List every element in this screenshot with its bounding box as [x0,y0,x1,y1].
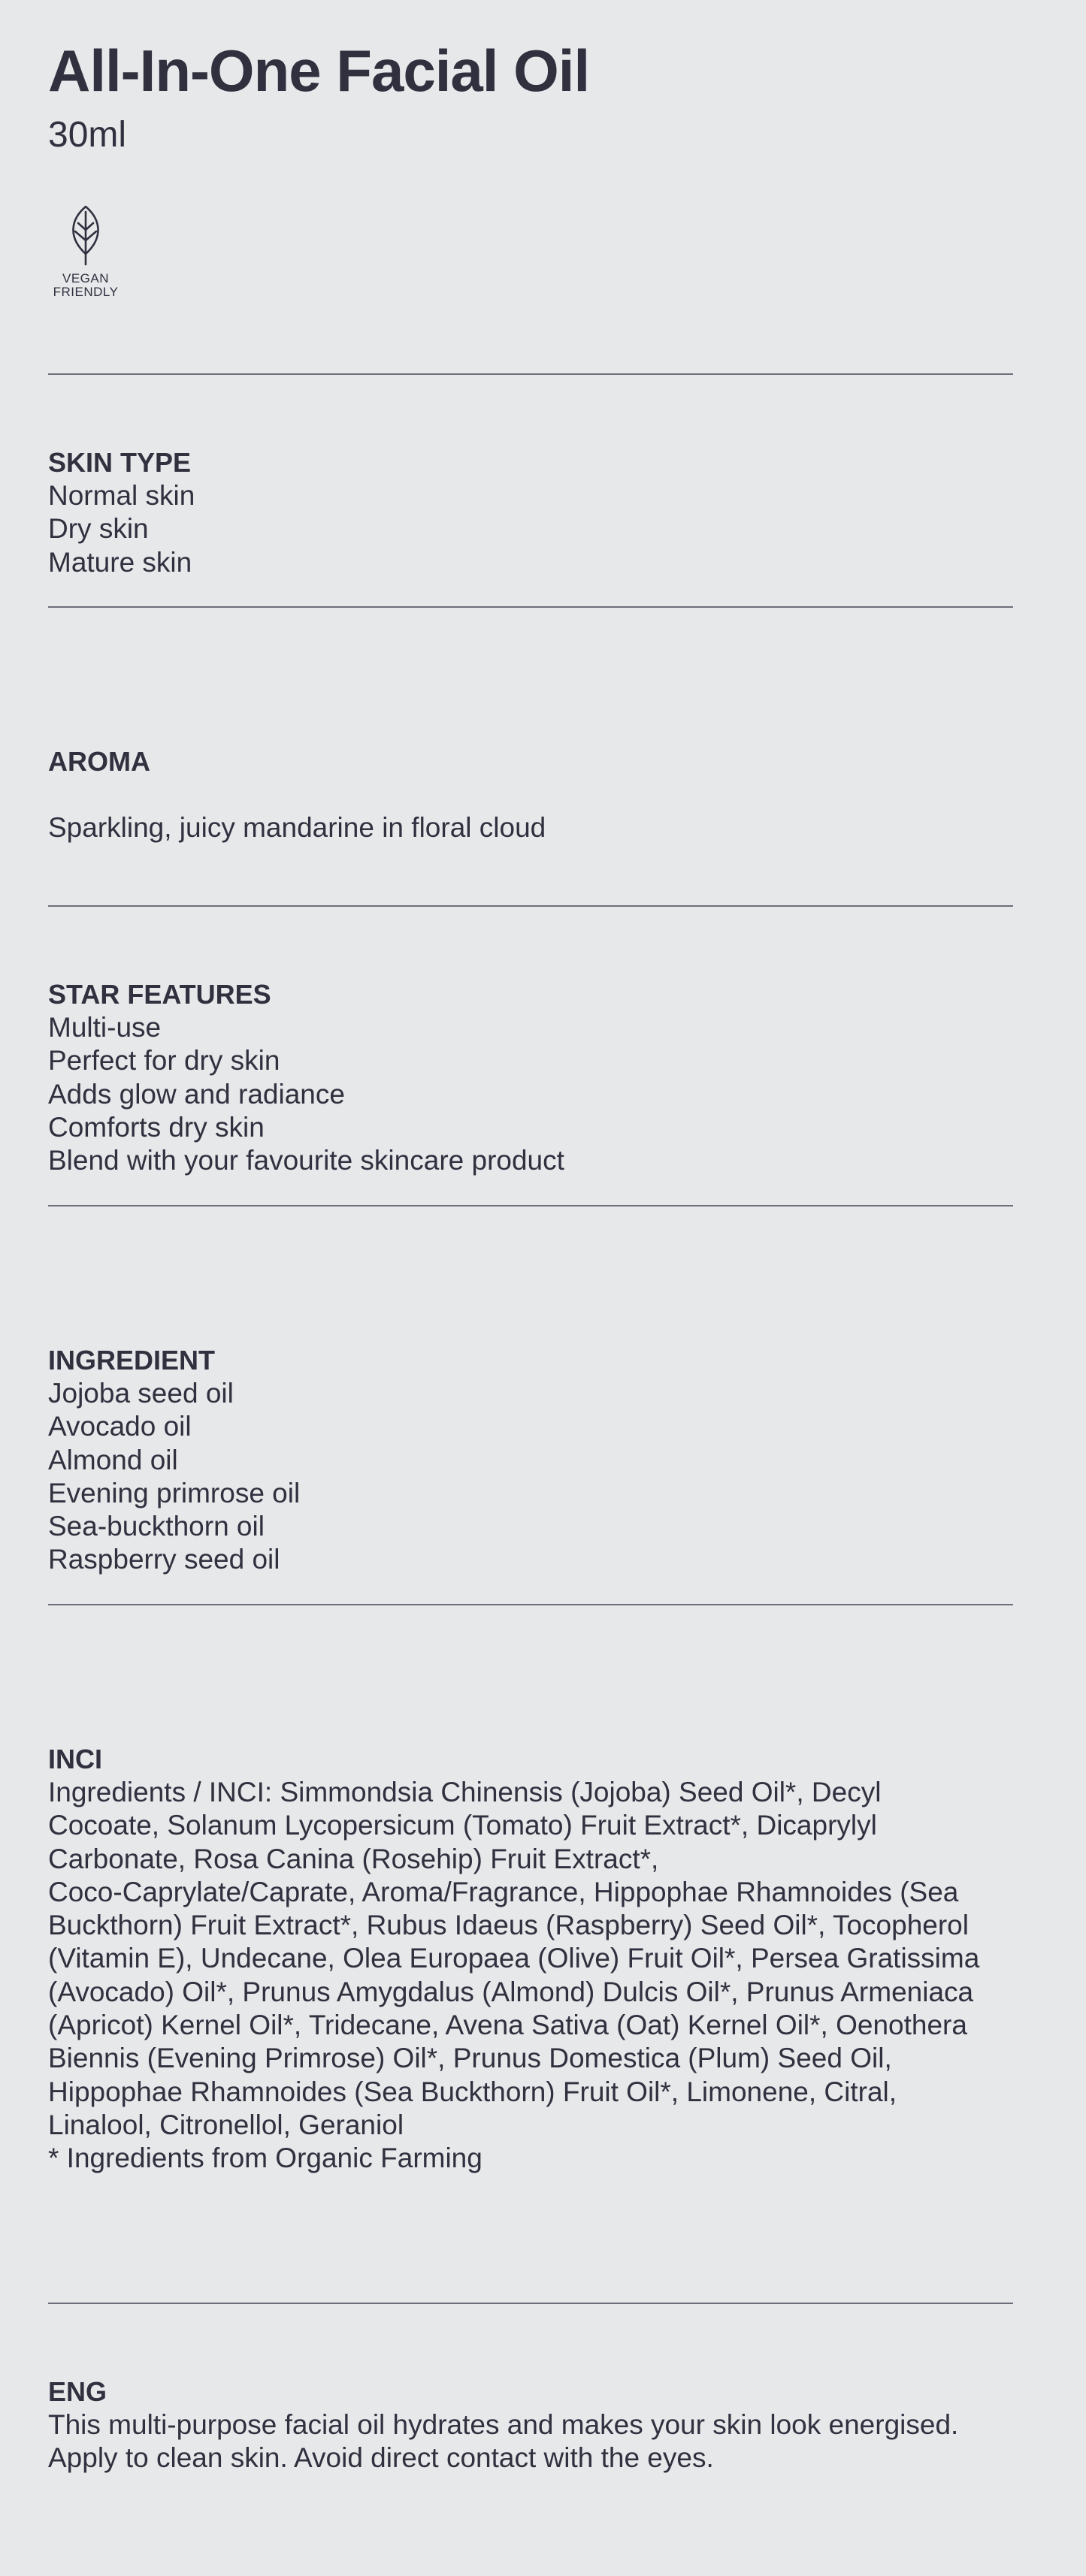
divider [48,373,1013,375]
divider [48,905,1013,907]
inci-text-line: Hippophae Rhamnoides (Sea Buckthorn) Fruit Oil*, Limonene, Citral, [48,2076,897,2107]
ingredient-heading: INGREDIENT [48,1345,216,1376]
inci-text-line: Carbonate, Rosa Canina (Rosehip) Fruit Extract*, [48,1843,659,1874]
ingredient-item: Avocado oil [48,1411,192,1442]
vegan-badge-label: VEGAN FRIENDLY [53,271,119,299]
product-volume: 30ml [48,115,127,155]
feature-item: Blend with your favourite skincare product [48,1145,564,1176]
divider [48,606,1013,608]
star-features-heading: STAR FEATURES [48,979,271,1010]
inci-text-line: (Avocado) Oil*, Prunus Amygdalus (Almond) Dulcis Oil*, Prunus Armeniaca [48,1976,974,2007]
skin-type-section [48,446,1025,579]
ingredient-item: Sea-buckthorn oil [48,1511,265,1542]
feature-item: Adds glow and radiance [48,1078,345,1110]
divider [48,2303,1013,2304]
ingredient-item: Evening primrose oil [48,1477,301,1508]
vegan-badge [48,204,123,299]
product-title: All-In-One Facial Oil [48,38,590,104]
eng-heading: ENG [48,2376,107,2407]
inci-text-line: Cocoate, Solanum Lycopersicum (Tomato) Fruit Extract*, Dicaprylyl [48,1810,877,1841]
divider [48,1205,1013,1206]
skin-type-heading: SKIN TYPE [48,447,192,478]
skin-type-item: Normal skin [48,480,195,511]
ingredient-item: Jojoba seed oil [48,1378,234,1409]
ingredient-item: Raspberry seed oil [48,1544,280,1575]
inci-footnote: * Ingredients from Organic Farming [48,2143,482,2174]
inci-text-line: Buckthorn) Fruit Extract*, Rubus Idaeus (Raspberry) Seed Oil*, Tocopherol [48,1910,969,1941]
divider [48,1604,1013,1605]
inci-text-line: Biennis (Evening Primrose) Oil*, Prunus Domestica (Plum) Seed Oil, [48,2043,892,2074]
ingredient-section [48,1344,1025,1577]
ingredient-item: Almond oil [48,1444,178,1475]
inci-section [48,1743,1025,2176]
inci-text-line: Linalool, Citronellol, Geraniol [48,2109,404,2140]
eng-text-line: Apply to clean skin. Avoid direct contact with the eyes. [48,2442,714,2474]
inci-heading: INCI [48,1744,102,1774]
skin-type-item: Dry skin [48,513,149,545]
aroma-heading: AROMA [48,746,150,777]
inci-text-line: (Apricot) Kernel Oil*, Tridecane, Avena Sativa (Oat) Kernel Oil*, Oenothera [48,2010,967,2041]
feature-item: Comforts dry skin [48,1111,265,1143]
inci-text-line: (Vitamin E), Undecane, Olea Europaea (Olive) Fruit Oil*, Persea Gratissima [48,1943,980,1974]
inci-text-line: Coco-Caprylate/Caprate, Aroma/Fragrance, Hippophae Rhamnoides (Sea [48,1876,959,1907]
eng-section [48,2375,1025,2475]
eng-text-line: This multi-purpose facial oil hydrates and makes your skin look energised. [48,2409,959,2440]
feature-item: Perfect for dry skin [48,1045,280,1077]
skin-type-item: Mature skin [48,546,192,578]
aroma-section [48,745,1025,844]
inci-text-line: Ingredients / INCI: Simmondsia Chinensis (Jojoba) Seed Oil*, Decyl [48,1777,882,1807]
feature-item: Multi-use [48,1012,162,1043]
star-features-section [48,978,1025,1177]
aroma-text: Sparkling, juicy mandarine in floral cloud [48,812,546,843]
leaf-icon [65,204,107,266]
